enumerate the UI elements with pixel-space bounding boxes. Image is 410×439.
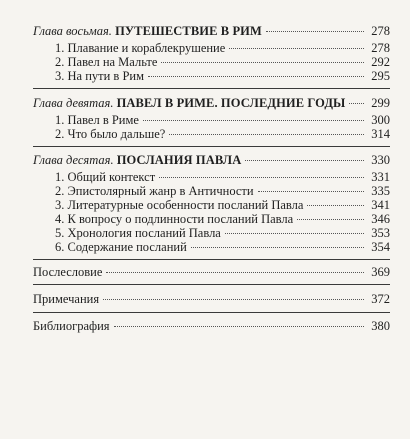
entry-title: Послесловие [33, 265, 103, 279]
dot-leader [148, 76, 364, 77]
dot-leader [225, 233, 364, 234]
dot-leader [159, 177, 364, 178]
entry-title: 5. Хронология посланий Павла [55, 226, 221, 240]
entry-title: 2. Павел на Мальте [55, 55, 158, 69]
dot-leader [103, 299, 364, 300]
page-number: 330 [371, 153, 390, 167]
entry-title: 2. Эпистолярный жанр в Античности [55, 184, 254, 198]
page-number: 369 [371, 265, 390, 279]
toc-entry[interactable] [55, 226, 390, 240]
entry-title: 1. Плавание и кораблекрушение [55, 41, 226, 55]
chapter-8-title [33, 24, 262, 38]
toc-entry[interactable] [55, 184, 390, 198]
page-number: 300 [371, 113, 390, 127]
dot-leader [297, 219, 364, 220]
chapter-label: Глава девятая. [33, 96, 114, 110]
chapter-9-heading[interactable] [33, 96, 390, 110]
dot-leader [143, 120, 364, 121]
entry-title: Примечания [33, 292, 100, 306]
toc-entry[interactable] [55, 113, 390, 127]
toc-entry[interactable] [55, 170, 390, 184]
section-divider [33, 88, 390, 89]
section-divider [33, 146, 390, 147]
page-number: 353 [371, 226, 390, 240]
entry-title: Библиография [33, 319, 110, 333]
toc-entry[interactable] [55, 240, 390, 254]
toc-entry-afterword[interactable] [33, 265, 390, 279]
page-number: 346 [371, 212, 390, 226]
toc-entry[interactable] [55, 198, 390, 212]
toc-entry[interactable] [55, 55, 390, 69]
entry-title: 3. На пути в Рим [55, 69, 144, 83]
toc-entry[interactable] [55, 212, 390, 226]
entry-title: 2. Что было дальше? [55, 127, 166, 141]
chapter-9-title [33, 96, 345, 110]
chapter-name: ПУТЕШЕСТВИЕ В РИМ [115, 24, 262, 38]
toc-entry-notes[interactable] [33, 292, 390, 306]
page-number: 380 [371, 319, 390, 333]
page-number: 292 [371, 55, 390, 69]
page-number: 341 [371, 198, 390, 212]
entry-title: 4. К вопросу о подлинности посланий Павла [55, 212, 294, 226]
dot-leader [191, 247, 364, 248]
dot-leader [229, 48, 364, 49]
page-number: 295 [371, 69, 390, 83]
chapter-name: ПОСЛАНИЯ ПАВЛА [116, 153, 242, 167]
dot-leader [114, 326, 364, 327]
toc-entry-bibliography[interactable] [33, 319, 390, 333]
chapter-10-title [33, 153, 241, 167]
section-divider [33, 284, 390, 285]
dot-leader [349, 103, 364, 104]
page-number: 278 [371, 41, 390, 55]
chapter-label: Глава десятая. [33, 153, 114, 167]
page-number: 335 [371, 184, 390, 198]
section-divider [33, 259, 390, 260]
dot-leader [245, 160, 364, 161]
page-number: 299 [371, 96, 390, 110]
dot-leader [258, 191, 364, 192]
page-number: 372 [371, 292, 390, 306]
dot-leader [161, 62, 364, 63]
entry-title: 1. Общий контекст [55, 170, 156, 184]
entry-title: 3. Литературные особенности посланий Павла [55, 198, 304, 212]
entry-title: 6. Содержание посланий [55, 240, 187, 254]
toc-entry[interactable] [55, 127, 390, 141]
page-number: 278 [371, 24, 390, 38]
chapter-name: ПАВЕЛ В РИМЕ. ПОСЛЕДНИЕ ГОДЫ [116, 96, 346, 110]
chapter-label: Глава восьмая. [33, 24, 112, 38]
chapter-10-heading[interactable] [33, 153, 390, 167]
dot-leader [169, 134, 364, 135]
dot-leader [266, 31, 364, 32]
page-number: 314 [371, 127, 390, 141]
toc-entry[interactable] [55, 41, 390, 55]
section-divider [33, 312, 390, 313]
dot-leader [106, 272, 364, 273]
entry-title: 1. Павел в Риме [55, 113, 139, 127]
chapter-8-heading[interactable] [33, 24, 390, 38]
page-number: 354 [371, 240, 390, 254]
dot-leader [307, 205, 364, 206]
toc-entry[interactable] [55, 69, 390, 83]
page-number: 331 [371, 170, 390, 184]
